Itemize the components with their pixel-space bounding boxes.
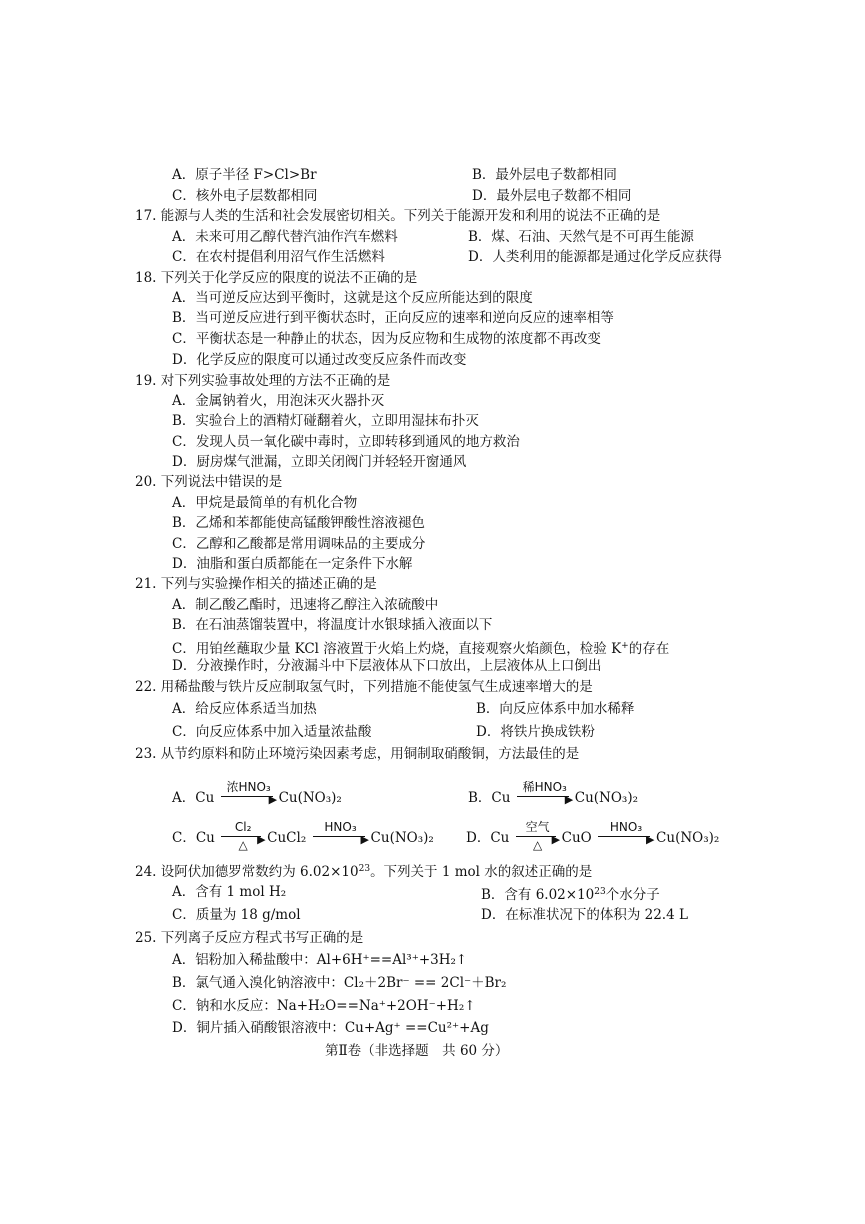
- q24-option-b-text: B．含有 6.02×10: [481, 887, 595, 903]
- arrowhead-icon: ▶: [564, 793, 574, 806]
- q17-option-b: B．煤、石油、天然气是不可再生能源: [468, 229, 694, 245]
- q21-option-a: A．制乙酸乙酯时，迅速将乙醇注入浓硫酸中: [172, 597, 439, 613]
- q24-option-b-tail: 个水分子: [605, 887, 660, 903]
- q22-option-a: A．给反应体系适当加热: [172, 701, 317, 717]
- q25-option-d: D．铜片插入硝酸银溶液中：Cu+Ag⁺ ==Cu²⁺+Ag: [172, 1020, 489, 1036]
- q23-b-label: B．Cu: [468, 790, 511, 806]
- q23-b-reagent: 稀HNO₃: [522, 780, 567, 794]
- q23-b-product: Cu(NO₃)₂: [574, 790, 639, 806]
- q23-c-product: Cu(NO₃)₂: [370, 830, 434, 846]
- q19-option-b: B．实验台上的酒精灯碰翻着火，立即用湿抹布扑灭: [172, 413, 479, 429]
- q21-option-c-sup: +: [621, 641, 629, 651]
- q18-option-b: B．当可逆反应进行到平衡状态时，正向反应的速率和逆向反应的速率相等: [172, 310, 614, 326]
- q21-stem: 21. 下列与实验操作相关的描述正确的是: [135, 576, 377, 592]
- q23-d-mid: CuO: [561, 830, 592, 846]
- q23-c-reagent1: Cl₂: [234, 820, 252, 834]
- q24-option-b: [481, 883, 660, 904]
- arrow-line: [517, 796, 569, 797]
- q16-option-d: D．最外层电子数都不相同: [472, 188, 632, 204]
- q21-option-d: D．分液操作时，分液漏斗中下层液体从下口放出，上层液体从上口倒出: [172, 658, 602, 674]
- q22-stem: 22. 用稀盐酸与铁片反应制取氢气时，下列措施不能使氢气生成速率增大的是: [135, 679, 593, 695]
- q23-c-arrow2: [311, 818, 371, 848]
- q19-option-c: C．发现人员一氧化碳中毒时，立即转移到通风的地方救治: [172, 434, 520, 450]
- arrowhead-icon: ▶: [551, 833, 561, 846]
- q23-c-arrow1: [219, 818, 267, 852]
- q22-option-d: D．将铁片换成铁粉: [476, 724, 595, 740]
- q24-option-c: C．质量为 18 g/mol: [172, 907, 301, 923]
- q24-stem-sup: 23: [358, 864, 371, 874]
- q23-d-product: Cu(NO₃)₂: [656, 830, 720, 846]
- q25-stem: 25. 下列离子反应方程式书写正确的是: [135, 930, 364, 946]
- q21-option-c: [172, 637, 669, 658]
- q24-stem: [135, 860, 592, 881]
- q23-a-arrow: [219, 778, 279, 808]
- q23-a-reagent: 浓HNO₃: [226, 780, 271, 794]
- q22-option-b: B．向反应体系中加水稀释: [476, 701, 635, 717]
- q17-stem: 17. 能源与人类的生活和社会发展密切相关。下列关于能源开发和利用的说法不正确的是: [135, 208, 661, 224]
- q17-option-c: C．在农村提倡利用沼气作生活燃料: [172, 249, 385, 265]
- q25-option-b: B．氯气通入溴化钠溶液中：Cl₂＋2Br⁻ == 2Cl⁻＋Br₂: [172, 975, 507, 991]
- q16-option-a: A．原子半径 F>Cl>Br: [172, 167, 317, 183]
- q22-option-c: C．向反应体系中加入适量浓盐酸: [172, 724, 372, 740]
- section-heading: 第Ⅱ卷（非选择题 共 60 分）: [325, 1043, 509, 1059]
- q17-option-a: A．未来可用乙醇代替汽油作汽车燃料: [172, 229, 398, 245]
- arrowhead-icon: ▶: [257, 833, 266, 846]
- q19-option-d: D．厨房煤气泄漏，立即关闭阀门并轻轻开窗通风: [172, 454, 467, 470]
- arrow-line: [221, 796, 273, 797]
- arrowhead-icon: ▶: [268, 793, 278, 806]
- q18-option-c: C．平衡状态是一种静止的状态，因为反应物和生成物的浓度都不再改变: [172, 331, 601, 347]
- q20-option-c: C．乙醇和乙酸都是常用调味品的主要成分: [172, 536, 426, 552]
- q23-option-a: [172, 778, 342, 808]
- q19-stem: 19. 对下列实验事故处理的方法不正确的是: [135, 373, 391, 389]
- q23-a-label: A．Cu: [172, 790, 215, 806]
- q20-option-d: D．油脂和蛋白质都能在一定条件下水解: [172, 556, 413, 572]
- q20-option-b: B．乙烯和苯都能使高锰酸钾酸性溶液褪色: [172, 515, 425, 531]
- q24-stem-tail: 。下列关于 1 mol 水的叙述正确的是: [370, 864, 593, 880]
- q23-option-b: [468, 778, 638, 808]
- q24-option-b-sup: 23: [594, 887, 606, 897]
- q25-option-a: A．铝粉加入稀盐酸中：Al+6H⁺==Al³⁺+3H₂↑: [172, 952, 468, 968]
- arrowhead-icon: ▶: [646, 833, 655, 846]
- q23-c-reagent2: HNO₃: [324, 820, 357, 834]
- arrow-line: [313, 836, 365, 837]
- q23-option-c: [172, 818, 434, 852]
- q17-option-d: D．人类利用的能源都是通过化学反应获得: [468, 249, 722, 265]
- q23-stem: 23. 从节约原料和防止环境污染因素考虑，用铜制取硝酸铜，方法最佳的是: [135, 746, 580, 762]
- q23-d-arrow1: [514, 818, 562, 852]
- q23-c-mid: CuCl₂: [267, 830, 307, 846]
- q23-d-reagent2: HNO₃: [609, 820, 643, 834]
- q23-option-d: [466, 818, 720, 852]
- arrowhead-icon: ▶: [360, 833, 370, 846]
- q19-option-a: A．金属钠着火，用泡沫灭火器扑灭: [172, 393, 385, 409]
- q23-d-arrow2: [596, 818, 656, 848]
- q23-a-product: Cu(NO₃)₂: [278, 790, 342, 806]
- q18-option-d: D．化学反应的限度可以通过改变反应条件而改变: [172, 352, 467, 368]
- q24-option-a: A．含有 1 mol H₂: [172, 884, 287, 900]
- q18-stem: 18. 下列关于化学反应的限度的说法不正确的是: [135, 270, 418, 286]
- q20-option-a: A．甲烷是最简单的有机化合物: [172, 495, 358, 511]
- q21-option-b: B．在石油蒸馏装置中，将温度计水银球插入液面以下: [172, 617, 493, 633]
- q16-option-b: B．最外层电子数都相同: [472, 167, 617, 183]
- q23-b-arrow: [515, 778, 575, 808]
- q23-d-cond1: △: [533, 838, 543, 852]
- q20-stem: 20. 下列说法中错误的是: [135, 474, 283, 490]
- q24-stem-text: 24. 设阿伏加德罗常数约为 6.02×10: [135, 864, 359, 880]
- q25-option-c: C．钠和水反应：Na+H₂O==Na⁺+2OH⁻+H₂↑: [172, 998, 476, 1014]
- q24-option-d: D．在标准状况下的体积为 22.4 L: [481, 907, 688, 923]
- q23-c-cond1: △: [238, 838, 248, 852]
- q23-d-label: D．Cu: [466, 830, 510, 846]
- q18-option-a: A．当可逆反应达到平衡时，这就是这个反应所能达到的限度: [172, 290, 533, 306]
- q16-option-c: C．核外电子层数都相同: [172, 188, 318, 204]
- q21-option-c-tail: 的存在: [628, 641, 670, 657]
- arrow-line: [598, 836, 650, 837]
- q23-d-reagent1: 空气: [525, 820, 550, 834]
- q23-c-label: C．Cu: [172, 830, 215, 846]
- q21-option-c-text: C．用铂丝蘸取少量 KCl 溶液置于火焰上灼烧，直接观察火焰颜色，检验 K: [172, 641, 622, 657]
